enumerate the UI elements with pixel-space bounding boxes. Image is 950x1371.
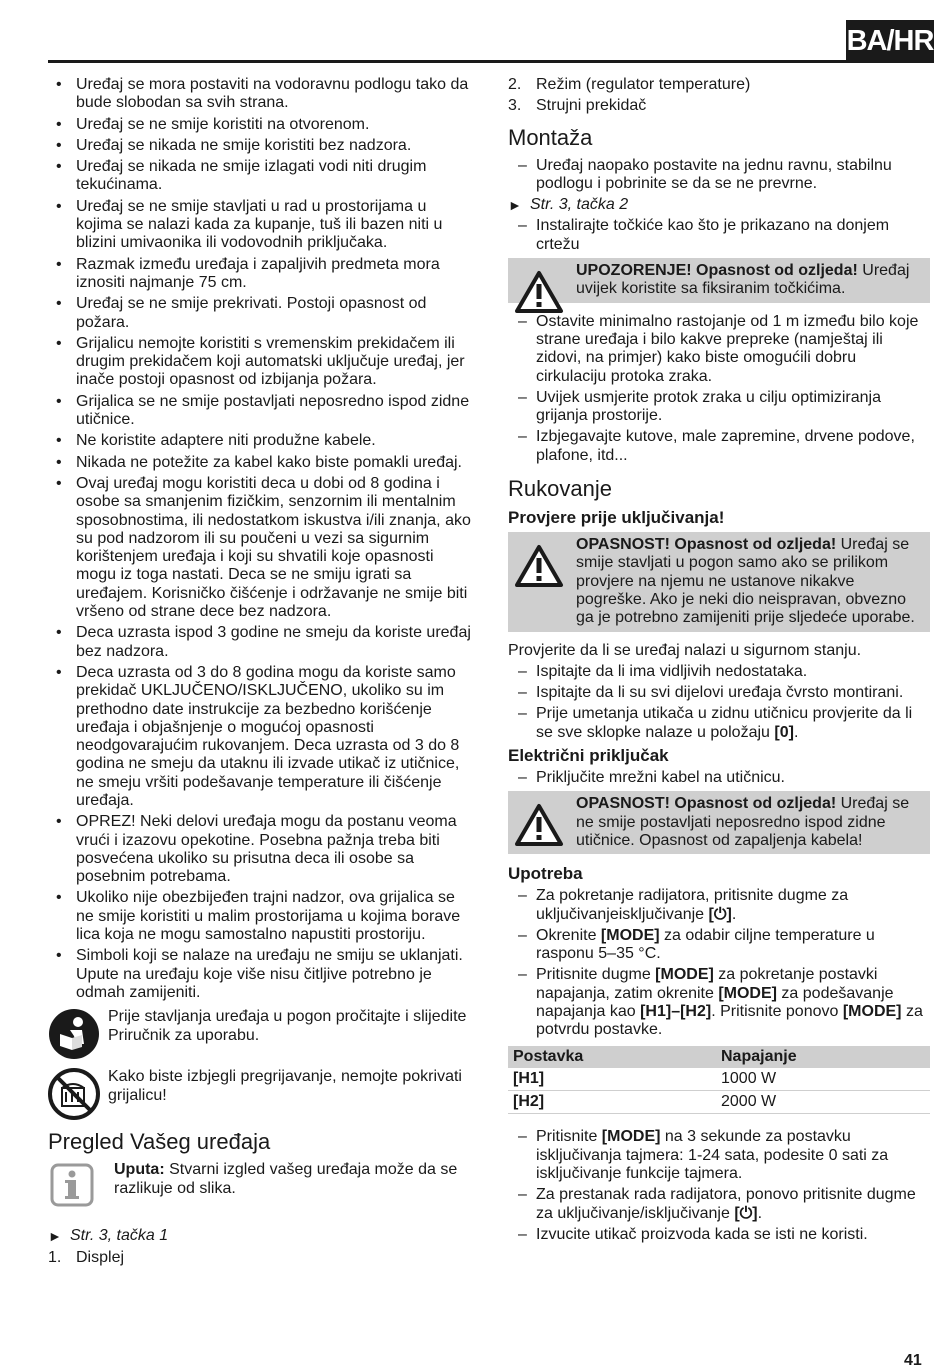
danger-box <box>508 532 930 631</box>
read-manual-note <box>48 1008 472 1060</box>
list-item: • OPREZ! Neki delovi uređaja mogu da postanu veoma vrući i izazovu opekotine. Posebna pažnja treba biti posvećena ukoliko su prisutna deca ili osobe sa posebnim potrebama. <box>48 813 472 886</box>
right-column <box>508 76 930 1247</box>
list-item <box>508 1186 930 1223</box>
item-text: za odabir ciljne temperature u rasponu 5–35 °C. <box>536 926 875 963</box>
item-text: Okrenite <box>536 926 601 944</box>
item-text: Pritisnite <box>536 1128 602 1146</box>
item-number: 2. <box>508 76 522 93</box>
item-number: 1. <box>48 1248 62 1266</box>
list-item: • Ne koristite adaptere niti produžne kabele. <box>48 432 472 450</box>
language-tab: BA/HR <box>846 20 934 62</box>
item-text: Za prestanak rada radijatora, ponovo pritisnite dugme za uključivanje/isključivanje <box>536 1186 916 1222</box>
list-item: – Ispitajte da li su svi dijelovi uređaja čvrsto montirani. <box>508 684 930 702</box>
danger-title: OPASNOST! Opasnost od ozljeda! <box>576 795 837 813</box>
list-item: • Uređaj se ne smije koristiti na otvorenom. <box>48 116 472 134</box>
switch-position-key: [0] <box>774 723 794 741</box>
list-item: • Deca uzrasta od 3 do 8 godina mogu da koriste samo prekidač UKLJUČENO/ISKLJUČENO, ukoliko su im prethodno date instrukcije za bezbedno korišćenje uređaja i objašnjenje o mogućoj opasnosti neodgovarajućim rukovanjem. Deca uzrasta od 3 do 8 godina ne smeju da utaknu ili izvade utikač iz utičnice, ne smeju vršiti podešavanje temperature ili čišćenje uređaja. <box>48 664 472 810</box>
item-text: . Pritisnite ponovo <box>711 1002 843 1020</box>
warning-icon <box>514 270 564 314</box>
warning-box <box>508 258 930 303</box>
item-text: za pokretanje postavki napajanja, zatim okrenite <box>536 966 878 1002</box>
list-item <box>508 1128 930 1183</box>
warning-title: UPOZORENJE! Opasnost od ozljeda! <box>576 262 858 280</box>
usage-heading: Upotreba <box>508 864 583 884</box>
list-item: • Uređaj se ne smije prekrivati. Postoji opasnost od požara. <box>48 295 472 332</box>
item-text: na 3 sekunde za postavku isključivanja tajmera: 1-24 sata, podesite 0 sati za isključivanje funkcije tajmera. <box>536 1128 889 1183</box>
list-item: • Deca uzrasta ispod 3 godine ne smeju da koriste uređaj bez nadzora. <box>48 624 472 661</box>
list-item: • Grijalicu nemojte koristiti s vremenskim prekidačem ili drugim prekidačem koji automatski uključuje uređaj, jer inače postoji opasnost od izbijanja požara. <box>48 335 472 390</box>
hint-label: Uputa: <box>114 1161 165 1179</box>
mode-key: [MODE] <box>601 1128 661 1146</box>
item-text: Strujni prekidač <box>536 97 647 115</box>
electrical-heading: Električni priključak <box>508 746 669 766</box>
figure-reference: ► Str. 3, tačka 2 <box>508 196 930 214</box>
mode-key: [MODE] <box>718 984 777 1002</box>
item-text: za podešavanje napajanja kao <box>536 984 894 1020</box>
warning-icon <box>514 544 564 588</box>
hint-body: Stvarni izgled vašeg uređaja može da se razlikuje od slika. <box>114 1161 458 1197</box>
header-rule <box>48 60 934 63</box>
list-item: • Uređaj se ne smije stavljati u rad u prostorijama u kojima se nalazi kada za kupanje, tuš ili bazen niti u blizini umivaonika ili vodovodnih priključaka. <box>48 198 472 253</box>
hint-note <box>48 1161 472 1211</box>
item-text: Prije umetanja utikača u zidnu utičnicu provjerite da li se sve sklopke nalaze u položaju <box>536 705 913 741</box>
mode-key: [MODE] <box>600 926 660 944</box>
list-item <box>508 887 930 924</box>
warning-icon <box>514 803 564 847</box>
item-text: Pritisnite dugme <box>536 966 656 984</box>
list-item: • Grijalica se ne smije postavljati neposredno ispod zidne utičnice. <box>48 393 472 430</box>
read-manual-text: Prije stavljanja uređaja u pogon pročitajte i slijedite Priručnik za uporabu. <box>108 1008 467 1044</box>
list-item: • Uređaj se nikada ne smije izlagati vodi niti drugim tekućinama. <box>48 158 472 195</box>
list-item: • Uređaj se mora postaviti na vodoravnu podlogu tako da bude slobodan sa svih strana. <box>48 76 472 113</box>
danger-title: OPASNOST! Opasnost od ozljeda! <box>576 536 837 554</box>
read-manual-icon <box>48 1008 100 1060</box>
overview-heading: Pregled Vašeg uređaja <box>48 1129 271 1155</box>
list-item: • Uređaj se nikada ne smije koristiti bez nadzora. <box>48 137 472 155</box>
list-item <box>508 76 930 94</box>
page-number: 41 <box>904 1352 922 1369</box>
list-item: – Ostavite minimalno rastojanje od 1 m između bilo koje strane uređaja i bilo kakve prepreke (namještaj ili zidovi, na primjer) kako biste omogućili dobru cirkulaciju protoka zraka. <box>508 313 930 386</box>
table-header-row <box>508 1046 930 1068</box>
list-item: – Uvijek usmjerite protok zraka u cilju optimiziranja grijanja prostorije. <box>508 389 930 426</box>
mode-key: [MODE] <box>655 966 714 984</box>
column-header: Napajanje <box>716 1046 930 1068</box>
table-row <box>508 1091 930 1114</box>
list-item <box>508 705 930 742</box>
table-cell: [H2] <box>508 1091 716 1114</box>
list-item: • Razmak između uređaja i zapaljivih predmeta mora iznositi najmanje 75 cm. <box>48 256 472 293</box>
table-row <box>508 1068 930 1091</box>
list-item: – Ispitajte da li ima vidljivih nedostataka. <box>508 663 930 681</box>
list-item <box>508 97 930 115</box>
item-text: . <box>757 1204 763 1222</box>
left-column <box>48 76 472 1270</box>
item-number: 3. <box>508 97 522 115</box>
item-text: . <box>793 723 799 741</box>
info-icon <box>50 1163 94 1207</box>
warning-text: Uređaj uvijek koristite sa fiksiranim točkićima. <box>576 262 910 298</box>
no-cover-text: Kako biste izbjegli pregrijavanje, nemojte pokrivati grijalicu! <box>108 1068 462 1104</box>
item-text: Za pokretanje radijatora, pritisnite dugme za uključivanjeisključivanje <box>536 887 849 923</box>
item-text: Režim (regulator temperature) <box>536 76 751 93</box>
no-cover-note <box>48 1068 472 1120</box>
table-cell: 1000 W <box>716 1068 930 1091</box>
list-item: • Ovaj uređaj mogu koristiti deca u dobi od 8 godina i osobe sa smanjenim fizičkim, senzornim ili mentalnim sposobnostima, ili nedostatkom iskustva i/ili znanja, ako su pod nadzorom ili su poučeni u vezi sa sigurnim korištenjem uređaja i koji su shvatili koje opasnosti mogu iz toga nastati. Deca se ne smiju igrati sa uređajem. Korisničko čišćenje i održavanje ne smije biti vršeno od strane dece bez nadzora. <box>48 475 472 621</box>
list-item: – Izbjegavajte kutove, male zapremine, drvene podove, plafone, itd... <box>508 428 930 465</box>
assembly-heading: Montaža <box>508 124 593 150</box>
operation-heading: Rukovanje <box>508 476 612 502</box>
list-item: • Ukoliko nije obezbijeđen trajni nadzor, ova grijalica se ne smije koristiti u malim prostorijama u kojima borave lica koja ne mogu samostalno napustiti prostoriju. <box>48 889 472 944</box>
item-text: Displej <box>76 1248 125 1266</box>
list-item: • Nikada ne potežite za kabel kako biste pomakli uređaj. <box>48 454 472 472</box>
checks-heading: Provjere prije uključivanja! <box>508 508 725 528</box>
check-intro: Provjerite da li se uređaj nalazi u sigurnom stanju. <box>508 641 862 659</box>
list-item: – Uređaj naopako postavite na jednu ravnu, stabilnu podlogu i pobrinite se da se ne prevrne. <box>508 157 930 194</box>
list-item: • Simboli koji se nalaze na uređaju ne smiju se uklanjati. Upute na uređaju koje više nisu čitljive potrebno je odmah zamijeniti. <box>48 947 472 1002</box>
list-item: – Izvucite utikač proizvoda kada se isti ne koristi. <box>508 1226 930 1244</box>
item-text: za potvrdu postavke. <box>536 1002 923 1039</box>
power-level-key: [H1]–[H2] <box>640 1002 712 1020</box>
table-cell: 2000 W <box>716 1091 930 1114</box>
list-item: – Priključite mrežni kabel na utičnicu. <box>508 769 930 787</box>
power-settings-table <box>508 1046 930 1115</box>
column-header: Postavka <box>508 1046 716 1068</box>
list-item: – Instalirajte točkiće kao što je prikazano na donjem crtežu <box>508 217 930 254</box>
safety-bullet-list <box>48 76 472 1002</box>
hint-text <box>114 1161 472 1198</box>
danger-box <box>508 791 930 854</box>
item-text: . <box>731 905 737 923</box>
figure-reference: ► Str. 3, tačka 1 <box>48 1227 472 1245</box>
list-item <box>508 927 930 964</box>
danger-text: Uređaj se ne smije postavljati neposredno ispod zidne utičnice. Opasnost od zapaljenja kabela! <box>576 795 910 849</box>
list-item <box>48 1249 472 1267</box>
power-key: [⏻] <box>708 905 732 923</box>
do-not-cover-icon <box>48 1068 100 1120</box>
table-cell: [H1] <box>508 1068 716 1091</box>
danger-text: Uređaj se smije stavljati u pogon samo ako se prilikom provjere na njemu ne ustanove nikakve pogreške. Ako je neki dio neispravan, obvezno ga je potrebno zamijeniti prije sljedeće uporabe. <box>576 536 915 627</box>
power-key: [⏻] <box>734 1204 758 1222</box>
mode-key: [MODE] <box>842 1002 902 1020</box>
list-item <box>508 966 930 1039</box>
